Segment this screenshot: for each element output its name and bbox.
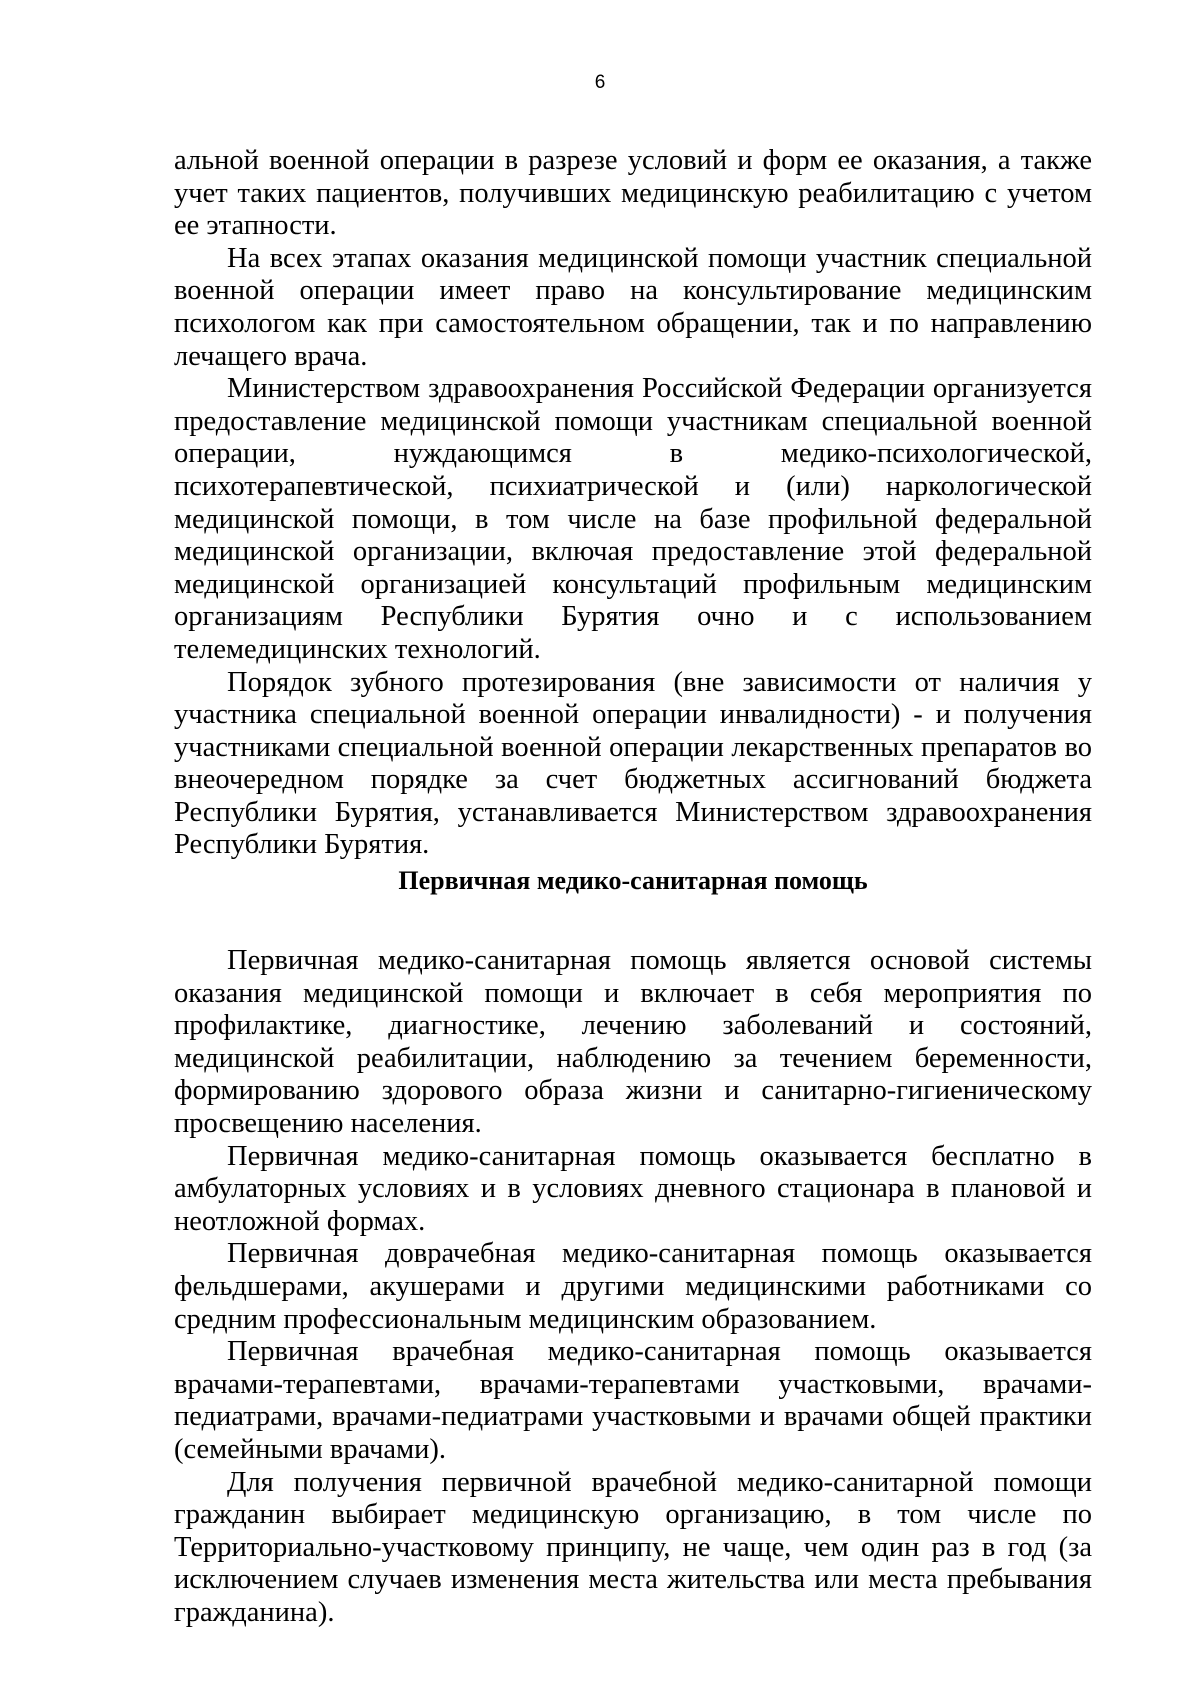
paragraph: Порядок зубного протезирования (вне зависимости от наличия у участника специальной военной операции инвалидности) - и получения участниками специальной военной операции лекарственных препаратов во внеочередном порядке за счет бюджетных ассигнований бюджета Республики Бурятия, устанавливается Министерством здравоохранения Республики Бурятия. <box>174 666 1092 861</box>
page-number: 6 <box>594 72 606 93</box>
section-two-body <box>174 945 1092 1629</box>
section-heading: Первичная медико-санитарная помощь <box>398 866 868 895</box>
paragraph: На всех этапах оказания медицинской помощи участник специальной военной операции имеет право на консультирование медицинским психологом как при самостоятельном обращении, так и по направлению лечащего врача. <box>174 242 1092 372</box>
paragraph: Для получения первичной врачебной медико-санитарной помощи гражданин выбирает медицинскую организацию, в том числе по Территориально-участковому принципу, не чаще, чем один раз в год (за исключением случаев изменения места жительства или места пребывания гражданина). <box>174 1466 1092 1628</box>
paragraph: Первичная медико-санитарная помощь оказывается бесплатно в амбулаторных условиях и в условиях дневного стационара в плановой и неотложной формах. <box>174 1140 1092 1237</box>
section-one-body <box>174 145 1092 862</box>
paragraph: Министерством здравоохранения Российской Федерации организуется предоставление медицинской помощи участникам специальной военной операции, нуждающимся в медико-психологической, психотерапевтической, психиатрической и (или) наркологической медицинской помощи, в том числе на базе профильной федеральной медицинской организации, включая предоставление этой федеральной медицинской организацией консультаций профильным медицинским организациям Республики Бурятия очно и с использованием телемедицинских технологий. <box>174 373 1092 665</box>
paragraph: Первичная доврачебная медико-санитарная помощь оказывается фельдшерами, акушерами и другими медицинскими работниками со средним профессиональным медицинским образованием. <box>174 1238 1092 1335</box>
paragraph: Первичная врачебная медико-санитарная помощь оказывается врачами-терапевтами, врачами-терапевтами участковыми, врачами-педиатрами, врачами-педиатрами участковыми и врачами общей практики (семейными врачами). <box>174 1336 1092 1465</box>
paragraph: Первичная медико-санитарная помощь является основой системы оказания медицинской помощи и включает в себя мероприятия по профилактике, диагностике, лечению заболеваний и состояний, медицинской реабилитации, наблюдению за течением беременности, формированию здорового образа жизни и санитарно-гигиеническому просвещению населения. <box>174 945 1092 1139</box>
paragraph-continued: альной военной операции в разрезе условий и форм ее оказания, а также учет таких пациентов, получивших медицинскую реабилитацию с учетом ее этапности. <box>174 145 1092 242</box>
